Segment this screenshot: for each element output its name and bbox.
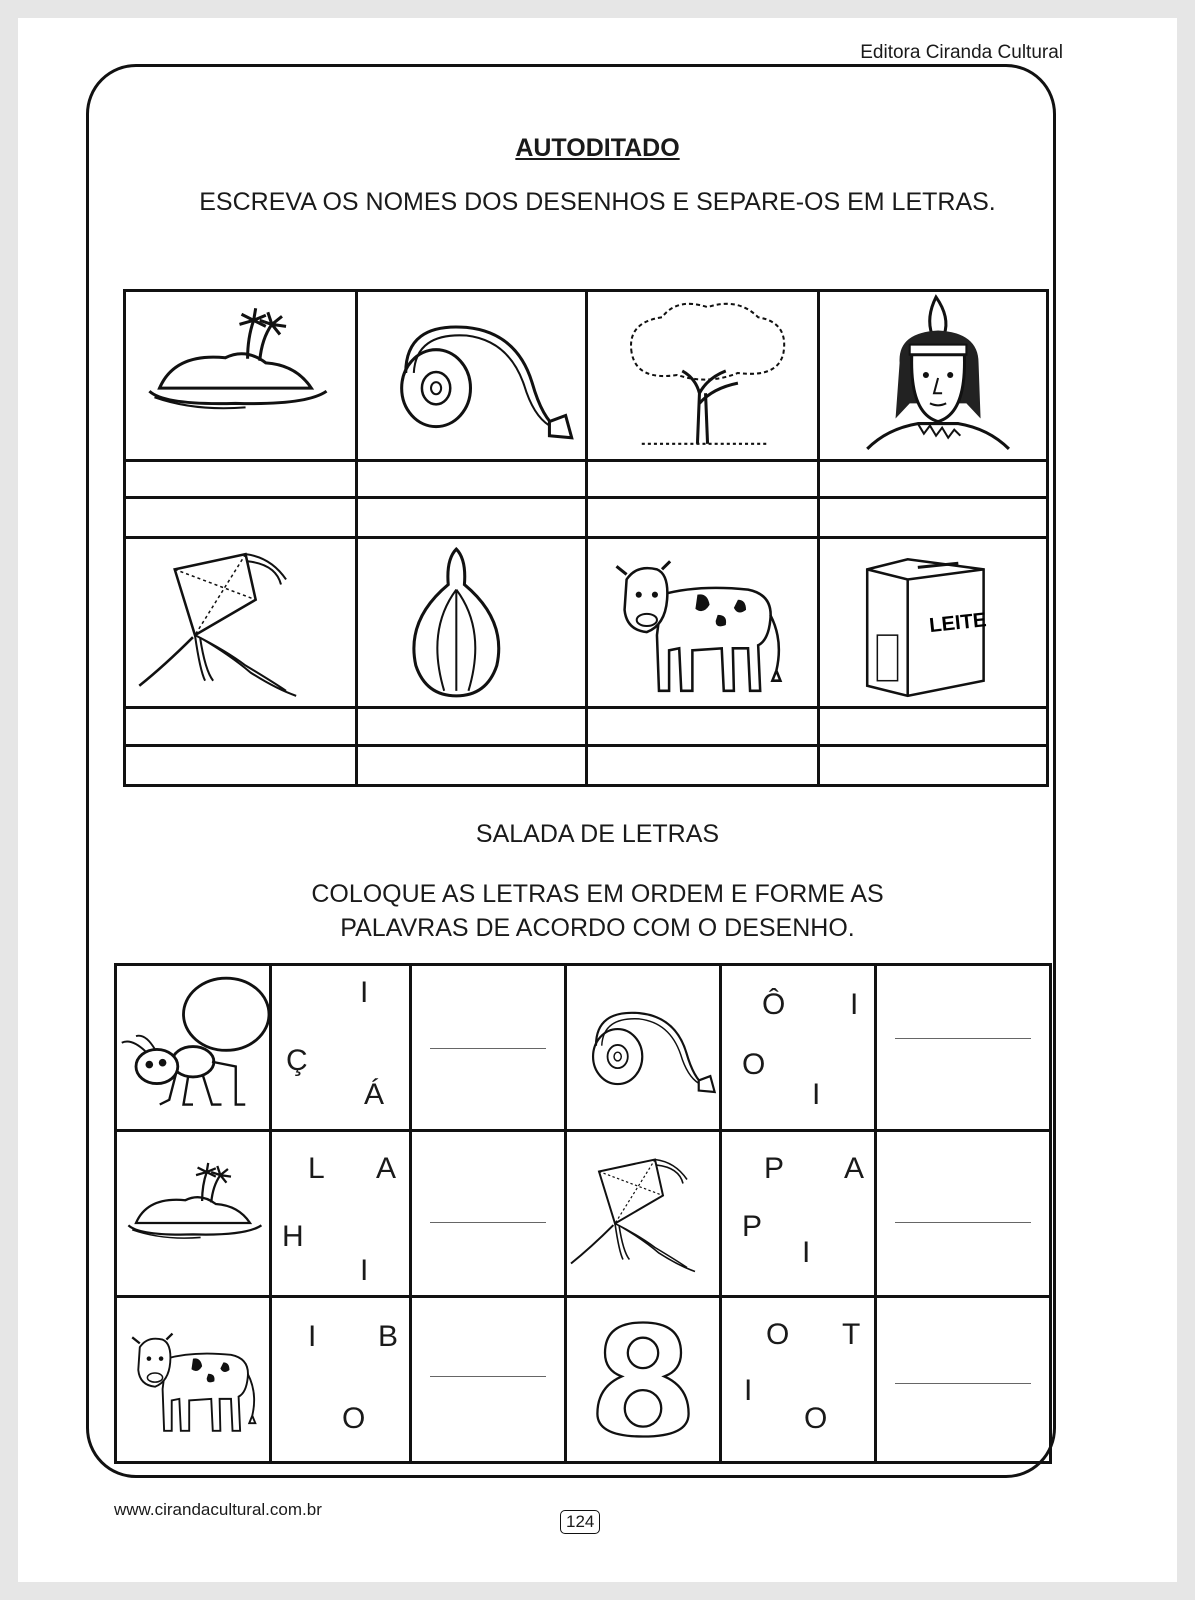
carton-label: LEITE [928, 609, 988, 638]
answer-cell[interactable] [876, 965, 1051, 1131]
answer-cell[interactable] [411, 1297, 566, 1463]
letter: I [360, 976, 369, 1009]
letter-cell [721, 965, 876, 1131]
puzzle-row [116, 1131, 1051, 1297]
answer-cell[interactable] [819, 746, 1048, 786]
picture-row [125, 538, 1048, 708]
letter-cell [271, 1131, 411, 1297]
letter: P [742, 1210, 763, 1243]
letter: Á [364, 1078, 385, 1111]
autoditado-table [123, 289, 1049, 787]
answer-line [895, 1383, 1031, 1384]
letter-cell [721, 1131, 876, 1297]
answer-cell[interactable] [587, 708, 819, 746]
island-icon [116, 1131, 271, 1297]
answer-cell[interactable] [125, 708, 357, 746]
answer-cell[interactable] [587, 461, 819, 498]
answer-line [430, 1048, 546, 1049]
letter: P [764, 1152, 785, 1185]
island-icon [125, 291, 357, 461]
letter: O [804, 1402, 828, 1435]
letter: I [812, 1078, 821, 1111]
letter: O [766, 1318, 790, 1351]
answer-cell[interactable] [125, 498, 357, 538]
letter: O [742, 1048, 766, 1081]
answer-cell[interactable] [876, 1297, 1051, 1463]
letter: H [282, 1220, 304, 1253]
section1-instruction: ESCREVA OS NOMES DOS DESENHOS E SEPARE-OS EM LETRAS. [199, 188, 996, 216]
cow-icon [587, 538, 819, 708]
write-row [125, 708, 1048, 746]
letter-cell [271, 1297, 411, 1463]
picture-row [125, 291, 1048, 461]
salada-table [114, 963, 1052, 1464]
write-row [125, 746, 1048, 786]
answer-line [430, 1222, 546, 1223]
answer-cell[interactable] [819, 708, 1048, 746]
measuring-tape-icon [357, 291, 587, 461]
tree-icon [587, 291, 819, 461]
letter: T [842, 1318, 861, 1351]
answer-cell[interactable] [357, 708, 587, 746]
answer-cell[interactable] [587, 498, 819, 538]
puzzle-row [116, 1297, 1051, 1463]
letter: B [378, 1320, 399, 1353]
letter: Ç [286, 1044, 308, 1077]
section2-instruction-line2: PALAVRAS DE ACORDO COM O DESENHO. [340, 914, 855, 942]
letter: A [844, 1152, 865, 1185]
puzzle-row [116, 965, 1051, 1131]
letter: I [850, 988, 859, 1021]
answer-cell[interactable] [357, 746, 587, 786]
answer-cell[interactable] [587, 746, 819, 786]
answer-line [895, 1222, 1031, 1223]
indian-face-icon [819, 291, 1048, 461]
write-row [125, 498, 1048, 538]
letter: O [342, 1402, 366, 1435]
letter: I [802, 1236, 811, 1269]
number-eight-icon [566, 1297, 721, 1463]
answer-line [430, 1376, 546, 1377]
letter: I [744, 1374, 753, 1407]
answer-cell[interactable] [411, 965, 566, 1131]
milk-carton-icon [819, 538, 1048, 708]
letter: A [376, 1152, 397, 1185]
letter-cell [721, 1297, 876, 1463]
answer-line [895, 1038, 1031, 1039]
letter: L [308, 1152, 325, 1185]
letter: Ô [762, 988, 786, 1021]
letter-cell [271, 965, 411, 1131]
letter: I [308, 1320, 317, 1353]
answer-cell[interactable] [125, 746, 357, 786]
answer-cell[interactable] [876, 1131, 1051, 1297]
answer-cell[interactable] [357, 461, 587, 498]
measuring-tape-icon [566, 965, 721, 1131]
footer-url: www.cirandacultural.com.br [114, 1500, 322, 1519]
answer-cell[interactable] [819, 498, 1048, 538]
page-number: 124 [560, 1510, 600, 1534]
answer-cell[interactable] [411, 1131, 566, 1297]
answer-cell[interactable] [357, 498, 587, 538]
write-row [125, 461, 1048, 498]
ant-icon [116, 965, 271, 1131]
kite-icon [125, 538, 357, 708]
section1-title: AUTODITADO [515, 134, 680, 162]
answer-cell[interactable] [819, 461, 1048, 498]
section2-instruction-line1: COLOQUE AS LETRAS EM ORDEM E FORME AS [311, 880, 884, 908]
kite-icon [566, 1131, 721, 1297]
section2-title: SALADA DE LETRAS [475, 820, 720, 848]
answer-cell[interactable] [125, 461, 357, 498]
onion-icon [357, 538, 587, 708]
publisher-label: Editora Ciranda Cultural [860, 42, 1063, 63]
letter: I [360, 1254, 369, 1287]
cow-icon [116, 1297, 271, 1463]
